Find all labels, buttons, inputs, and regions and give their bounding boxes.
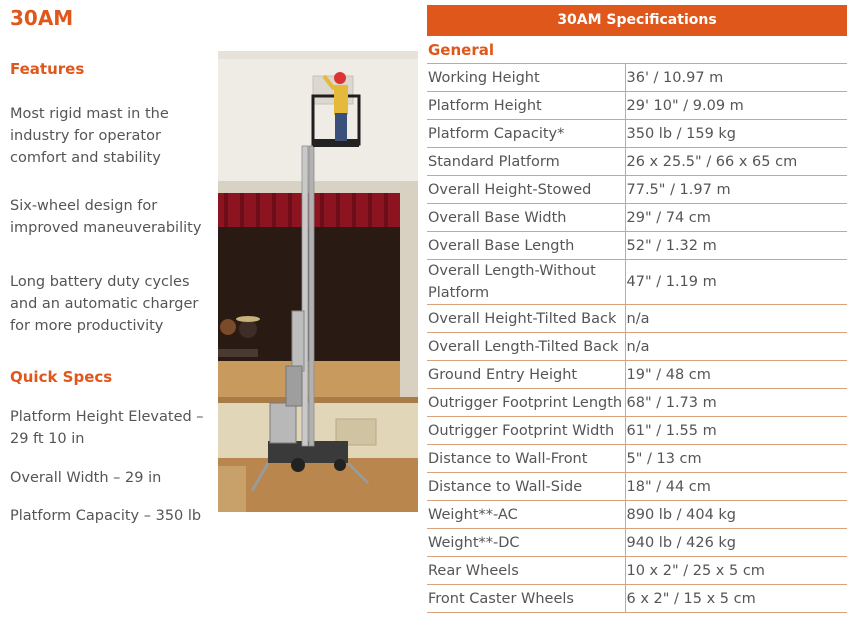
table-row: [427, 557, 847, 585]
spec-label: Distance to Wall-Front: [427, 445, 625, 473]
table-row: [427, 232, 847, 260]
spec-label: Platform Height: [427, 92, 625, 120]
table-row: [427, 361, 847, 389]
page-title: 30AM: [10, 6, 74, 30]
spec-value: 47" / 1.19 m: [625, 260, 847, 305]
spec-value: 19" / 48 cm: [625, 361, 847, 389]
spec-label: Overall Base Width: [427, 204, 625, 232]
spec-label: Platform Capacity*: [427, 120, 625, 148]
quick-spec-item: Platform Capacity – 350 lb: [10, 508, 202, 524]
table-row: [427, 176, 847, 204]
spec-label: Rear Wheels: [427, 557, 625, 585]
spec-label: Front Caster Wheels: [427, 585, 625, 613]
table-row: [427, 445, 847, 473]
spec-label: Weight**-DC: [427, 529, 625, 557]
spec-value: 940 lb / 426 kg: [625, 529, 847, 557]
spec-label: Outrigger Footprint Length: [427, 389, 625, 417]
spec-value: 350 lb / 159 kg: [625, 120, 847, 148]
spec-label: Overall Length-Without Platform: [427, 260, 625, 305]
spec-value: 36' / 10.97 m: [625, 64, 847, 92]
spec-value: 29" / 74 cm: [625, 204, 847, 232]
spec-label: Working Height: [427, 64, 625, 92]
spec-value: 18" / 44 cm: [625, 473, 847, 501]
table-row: [427, 148, 847, 176]
table-row: [427, 585, 847, 613]
feature-item: Six-wheel design for improved maneuverability: [10, 198, 202, 236]
table-row: [427, 501, 847, 529]
spec-value: 52" / 1.32 m: [625, 232, 847, 260]
table-row: [427, 389, 847, 417]
product-photo: [218, 51, 418, 512]
spec-label: Overall Height-Stowed: [427, 176, 625, 204]
spec-value: 10 x 2" / 25 x 5 cm: [625, 557, 847, 585]
quick-spec-item: Platform Height Elevated – 29 ft 10 in: [10, 409, 204, 447]
table-row: [427, 120, 847, 148]
spec-table: [427, 63, 847, 613]
quick-spec-item: Overall Width – 29 in: [10, 470, 162, 486]
table-row: [427, 92, 847, 120]
spec-label: Standard Platform: [427, 148, 625, 176]
table-row: [427, 64, 847, 92]
features-heading: Features: [10, 60, 85, 78]
spec-label: Ground Entry Height: [427, 361, 625, 389]
spec-value: 61" / 1.55 m: [625, 417, 847, 445]
table-row: [427, 260, 847, 305]
table-row: [427, 417, 847, 445]
spec-value: n/a: [625, 305, 847, 333]
table-row: [427, 333, 847, 361]
spec-value: 26 x 25.5" / 66 x 65 cm: [625, 148, 847, 176]
feature-item: Long battery duty cycles and an automatic charger for more productivity: [10, 274, 199, 334]
spec-value: 68" / 1.73 m: [625, 389, 847, 417]
table-row: [427, 305, 847, 333]
spec-label: Overall Length-Tilted Back: [427, 333, 625, 361]
table-row: [427, 529, 847, 557]
spec-value: n/a: [625, 333, 847, 361]
spec-label: Overall Base Length: [427, 232, 625, 260]
spec-value: 890 lb / 404 kg: [625, 501, 847, 529]
spec-value: 5" / 13 cm: [625, 445, 847, 473]
table-row: [427, 473, 847, 501]
spec-value: 29' 10" / 9.09 m: [625, 92, 847, 120]
spec-label: Outrigger Footprint Width: [427, 417, 625, 445]
quick-specs-heading: Quick Specs: [10, 368, 113, 386]
feature-item: Most rigid mast in the industry for operator comfort and stability: [10, 106, 169, 166]
spec-label: Weight**-AC: [427, 501, 625, 529]
spec-label: Distance to Wall-Side: [427, 473, 625, 501]
table-row: [427, 204, 847, 232]
spec-label: Overall Height-Tilted Back: [427, 305, 625, 333]
spec-section-heading: General: [428, 41, 494, 59]
spec-value: 77.5" / 1.97 m: [625, 176, 847, 204]
spec-table-header: 30AM Specifications: [427, 5, 847, 36]
spec-value: 6 x 2" / 15 x 5 cm: [625, 585, 847, 613]
